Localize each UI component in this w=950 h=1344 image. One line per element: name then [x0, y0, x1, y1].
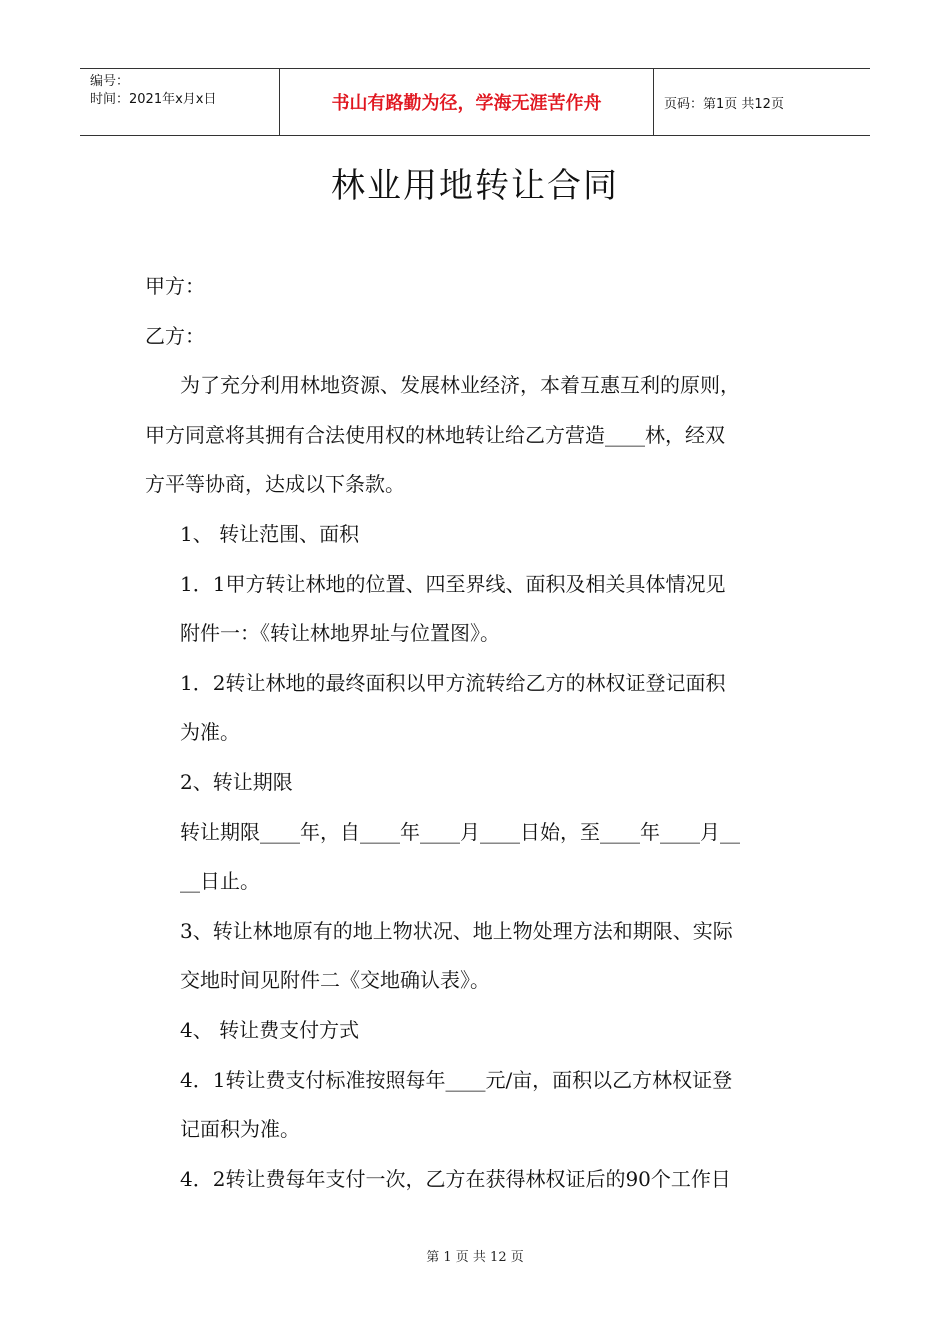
- header-page-info: 页码：第1页 共12页: [664, 96, 784, 112]
- body-line: 转让期限____年，自____年____月____日始，至____年____月__: [180, 819, 740, 844]
- page-header: [80, 68, 870, 136]
- body-line: 交地时间见附件二《交地确认表》。: [180, 968, 490, 993]
- header-meta: [80, 69, 280, 135]
- body-line: __日止。: [180, 869, 260, 894]
- body-line: 4．1转让费支付标准按照每年____元/亩，面积以乙方林权证登: [180, 1067, 733, 1092]
- body-line: 方平等协商，达成以下条款。: [145, 472, 405, 497]
- body-line: 1．1甲方转让林地的位置、四至界线、面积及相关具体情况见: [180, 571, 726, 596]
- body-line: 甲方同意将其拥有合法使用权的林地转让给乙方营造____林，经双: [145, 422, 725, 447]
- body-line: 4、 转让费支付方式: [180, 1017, 360, 1042]
- body-line: 1、 转让范围、面积: [180, 521, 360, 546]
- body-line: 附件一：《转让林地界址与位置图》。: [180, 621, 500, 646]
- document-title: 林业用地转让合同: [331, 166, 619, 206]
- body-line: 3、转让林地原有的地上物状况、地上物处理方法和期限、实际: [180, 918, 733, 943]
- body-line: 记面积为准。: [180, 1117, 300, 1142]
- body-line: 2、转让期限: [180, 769, 293, 794]
- time-label: 时间：2021年x月x日: [90, 92, 217, 107]
- header-motto: 书山有路勤为径，学海无涯苦作舟: [280, 69, 654, 135]
- page-footer: 第 1 页 共 12 页: [426, 1250, 524, 1265]
- body-line: 甲方：: [145, 274, 205, 298]
- body-line: 乙方：: [145, 323, 205, 348]
- document-body: [145, 262, 810, 1204]
- body-line: 为准。: [180, 720, 240, 745]
- number-label: 编号：: [90, 74, 130, 89]
- body-line: 1．2转让林地的最终面积以甲方流转给乙方的林权证登记面积: [180, 670, 726, 695]
- body-line: 为了充分利用林地资源、发展林业经济，本着互惠互利的原则，: [180, 373, 740, 398]
- body-line: 4．2转让费每年支付一次，乙方在获得林权证后的90个工作日: [180, 1166, 731, 1191]
